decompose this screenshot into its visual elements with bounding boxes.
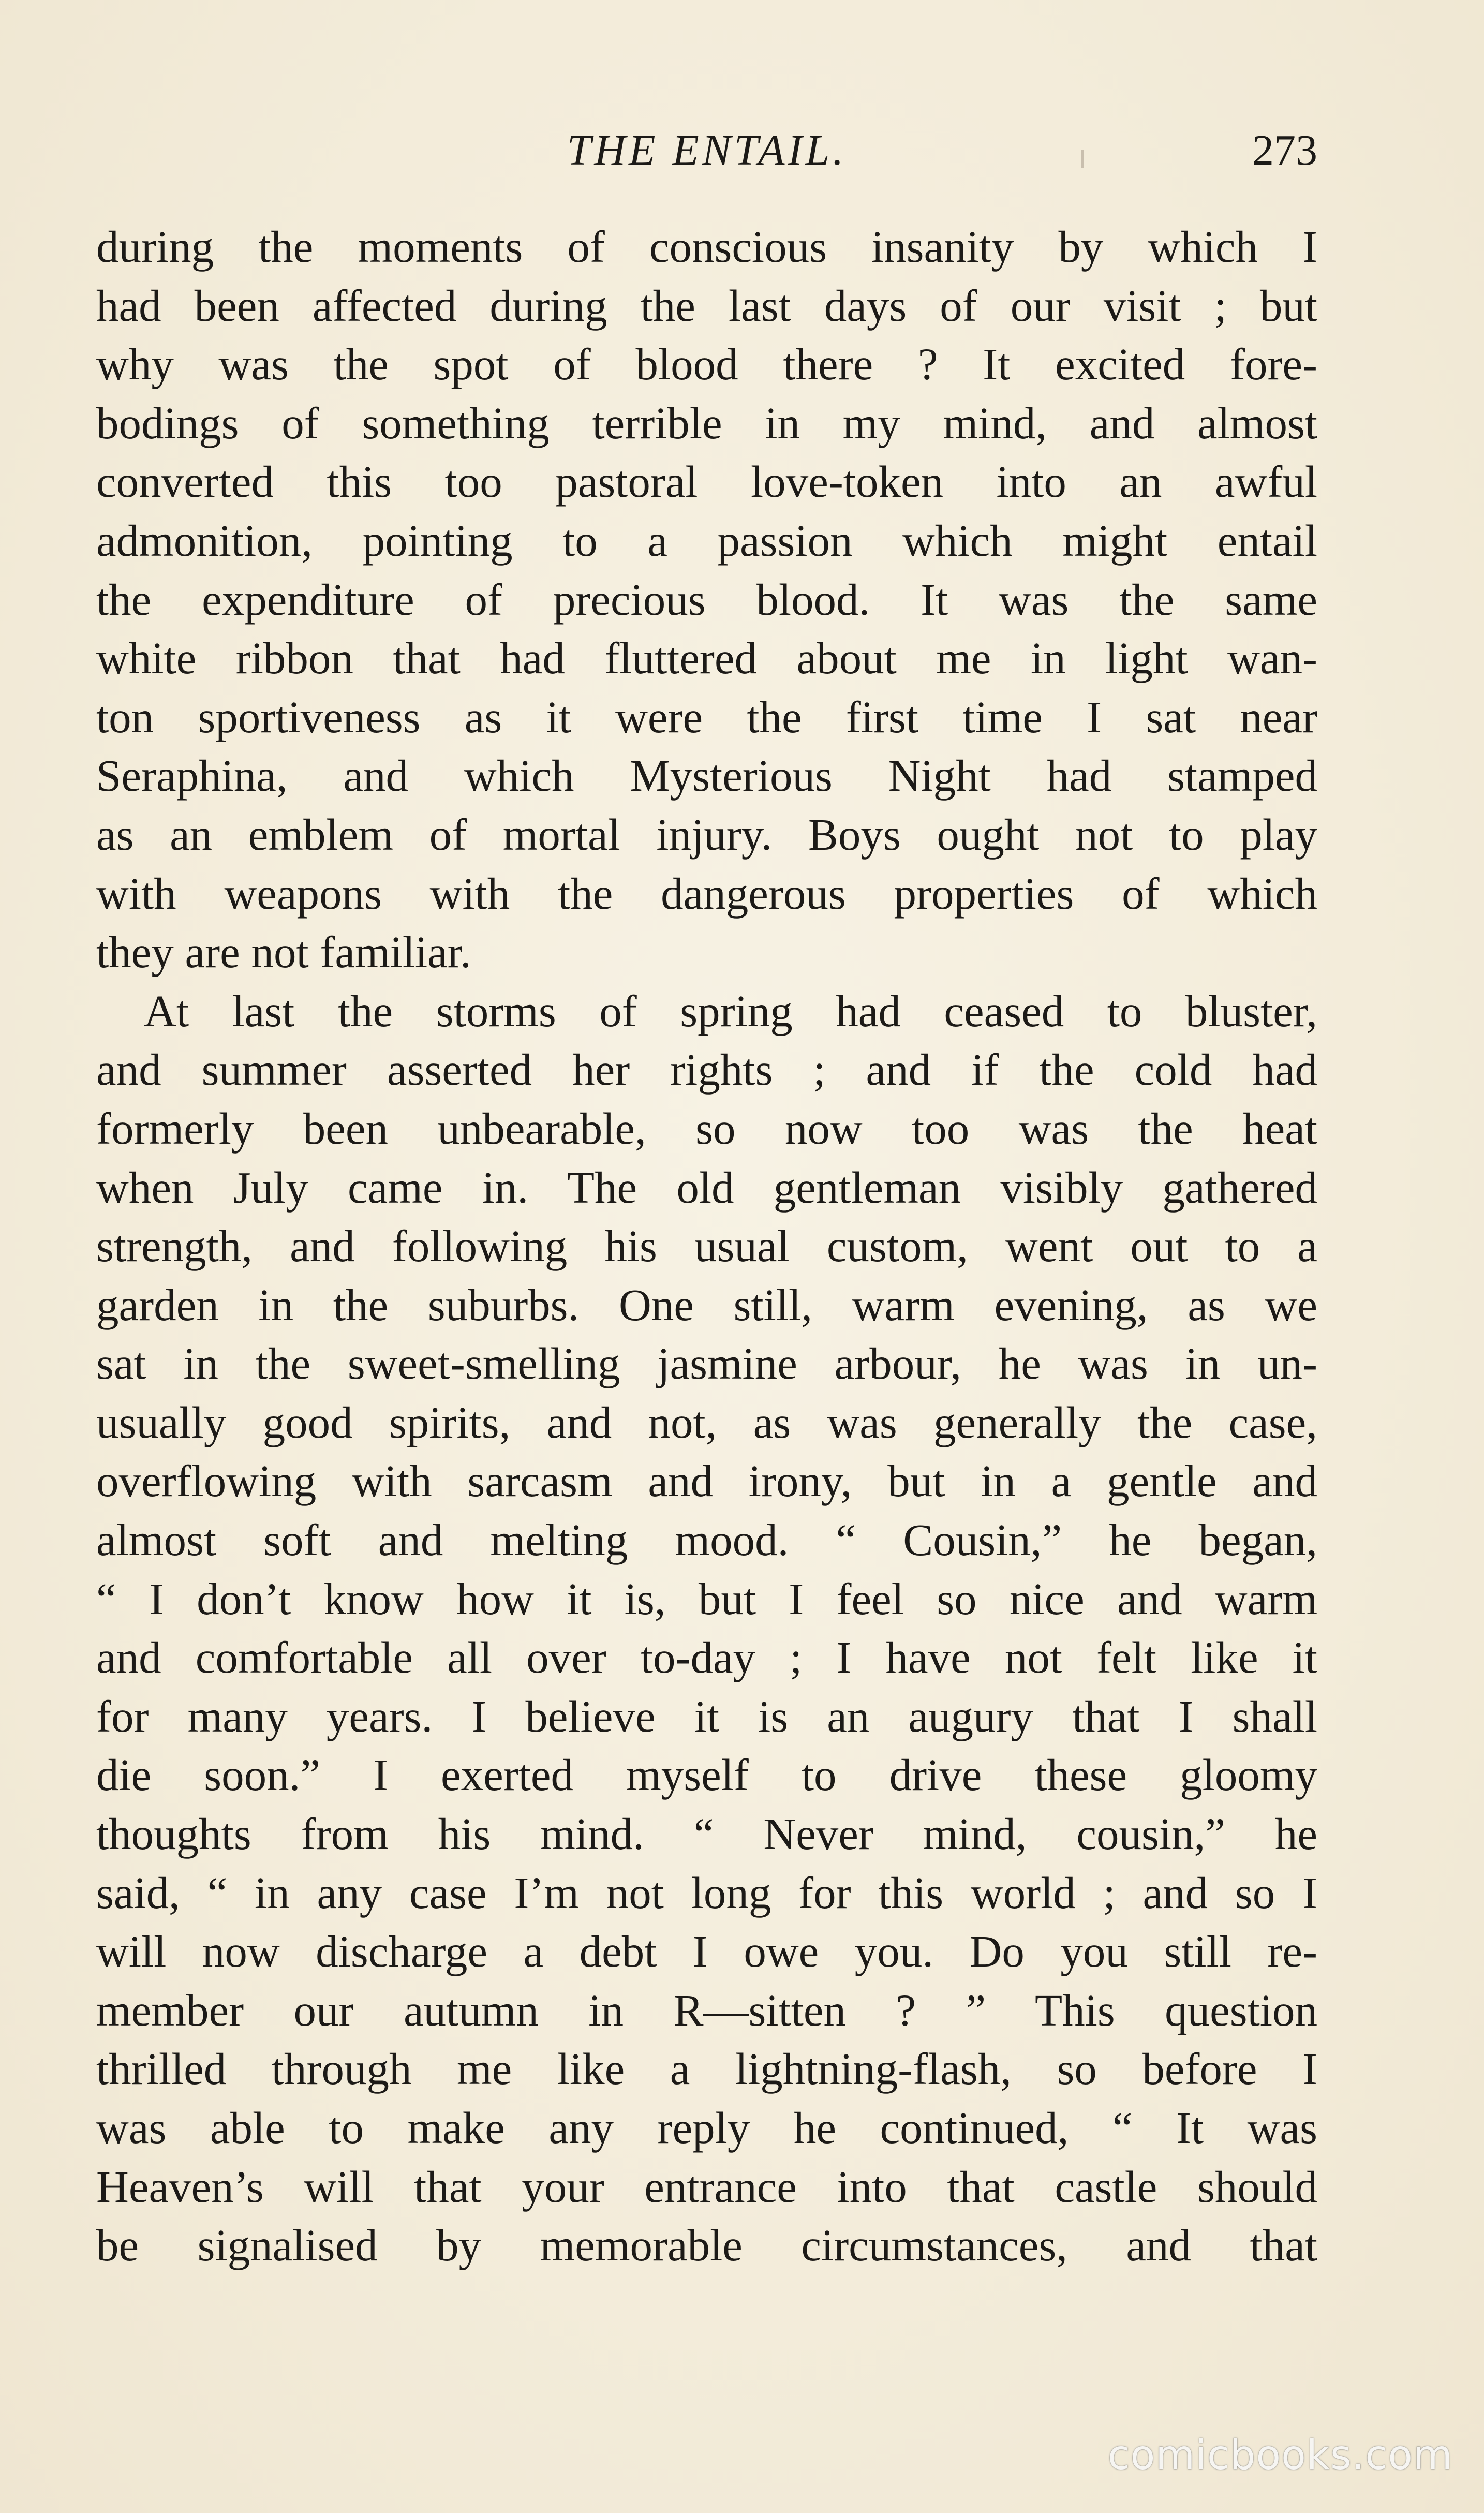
text-line: and comfortable all over to-day ; I have not felt like it: [96, 1632, 1317, 1683]
text-line: with weapons with the dangerous properties of which: [96, 868, 1317, 919]
text-line: Seraphina, and which Mysterious Night had stamped: [96, 750, 1317, 801]
running-title: THE ENTAIL.: [567, 126, 847, 174]
text-line: formerly been unbearable, so now too was the heat: [96, 1103, 1317, 1154]
text-line: Heaven’s will that your entrance into that castle should: [96, 2161, 1317, 2212]
text-line: admonition, pointing to a passion which might entail: [96, 515, 1317, 566]
body-text: [96, 217, 1317, 2275]
text-line: thoughts from his mind. “ Never mind, cousin,” he: [96, 1809, 1317, 1859]
text-line: garden in the suburbs. One still, warm evening, as we: [96, 1279, 1317, 1330]
text-line: during the moments of conscious insanity by which I: [96, 221, 1317, 272]
text-line: and summer asserted her rights ; and if the cold had: [96, 1044, 1317, 1095]
running-header: [96, 122, 1317, 179]
paragraph-end-line: they are not familiar.: [96, 927, 471, 978]
text-line: as an emblem of mortal injury. Boys ought not to play: [96, 809, 1317, 860]
text-line: why was the spot of blood there ? It excited fore-: [96, 339, 1317, 390]
text-line: white ribbon that had fluttered about me in light wan-: [96, 633, 1317, 684]
text-line: “ I don’t know how it is, but I feel so nice and warm: [96, 1573, 1317, 1624]
text-line: for many years. I believe it is an augury that I shall: [96, 1691, 1317, 1741]
text-line: said, “ in any case I’m not long for this world ; and so I: [96, 1867, 1317, 1918]
text-line: sat in the sweet-smelling jasmine arbour, he was in un-: [96, 1338, 1317, 1389]
text-line: die soon.” I exerted myself to drive these gloomy: [96, 1750, 1317, 1800]
text-line: the expenditure of precious blood. It was the same: [96, 574, 1317, 625]
text-line: overflowing with sarcasm and irony, but in a gentle and: [96, 1456, 1317, 1506]
text-line: converted this too pastoral love-token into an awful: [96, 456, 1317, 507]
text-line: was able to make any reply he continued, “ It was: [96, 2103, 1317, 2153]
text-line: member our autumn in R—sitten ? ” This question: [96, 1985, 1317, 2035]
text-line: will now discharge a debt I owe you. Do you still re-: [96, 1926, 1317, 1977]
page-number: 273: [1252, 126, 1317, 174]
text-line: had been affected during the last days of our visit ; but: [96, 280, 1317, 331]
text-line: usually good spirits, and not, as was generally the case,: [96, 1397, 1317, 1447]
text-line: almost soft and melting mood. “ Cousin,” he began,: [96, 1515, 1317, 1565]
text-line: strength, and following his usual custom, went out to a: [96, 1221, 1317, 1272]
paragraph-start-line: At last the storms of spring had ceased to bluster,: [144, 985, 1317, 1036]
site-watermark: comicbooks.com: [1107, 2432, 1453, 2479]
text-line: thrilled through me like a lightning-flash, so before I: [96, 2044, 1317, 2094]
text-line: ton sportiveness as it were the first time I sat near: [96, 691, 1317, 742]
text-line: bodings of something terrible in my mind, and almost: [96, 397, 1317, 448]
text-line: when July came in. The old gentleman visibly gathered: [96, 1162, 1317, 1213]
text-line: be signalised by memorable circumstances, and that: [96, 2220, 1317, 2271]
